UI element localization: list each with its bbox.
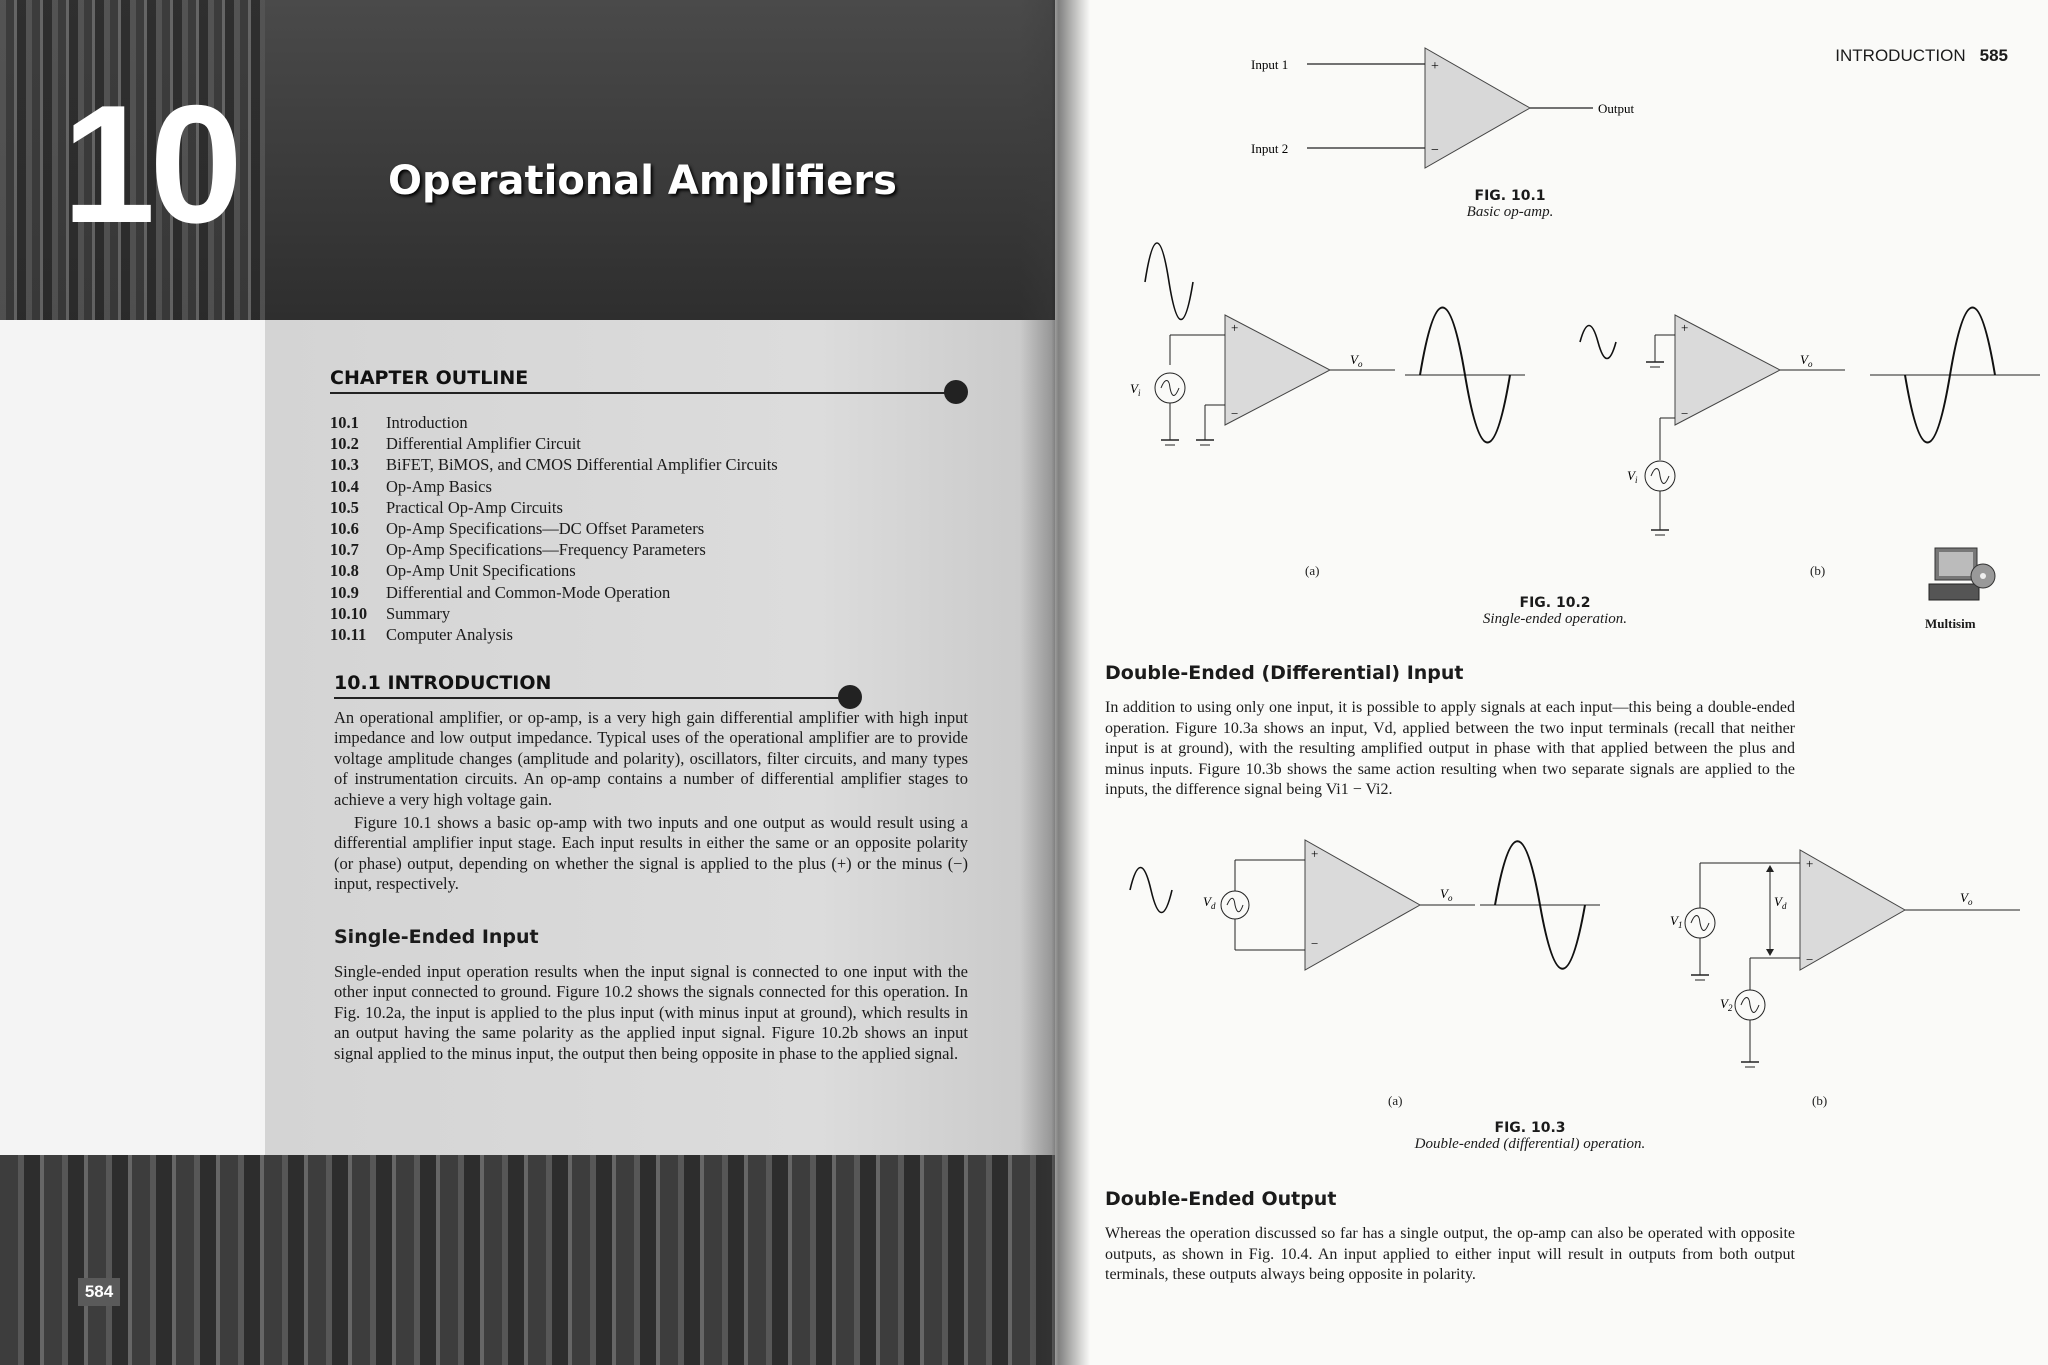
running-head (1835, 46, 2008, 66)
input-2-label: Input 2 (1251, 141, 1289, 156)
minus-sign: − (1431, 143, 1439, 158)
multisim-label: Multisim (1925, 616, 1976, 631)
double-input-paragraph: In addition to using only one input, it is possible to apply signals at each input—this being a double-ended operation. Figure 10.3a shows an input, Vd, applied between the two input terminals (recall that neither input is at ground), with the resulting amplified output in phase with that applied between the plus and minus inputs. Figure 10.3b shows the same action resulting when two separate signals are applied to the inputs, the difference signal being Vi1 − Vi2. (1105, 699, 1795, 798)
op-amp-3a (1305, 840, 1420, 970)
single-ended-heading: Single-Ended Input (334, 926, 539, 948)
fig-10-2b-label: (b) (1810, 563, 1826, 578)
outline-item (330, 582, 778, 603)
outline-item-title: Op-Amp Specifications—DC Offset Parameters (386, 519, 705, 539)
outline-rule (330, 392, 960, 394)
v1-label: $V_1$ (1670, 913, 1683, 930)
source-sine-v2 (1741, 998, 1759, 1013)
outline-item-title: BiFET, BiMOS, and CMOS Differential Amplifier Circuits (386, 455, 778, 475)
source-sine-a (1161, 381, 1179, 396)
chapter-number: 10 (62, 70, 237, 258)
circuit-board-photo-bottom (0, 1155, 1055, 1365)
page-number-right: 585 (1979, 46, 2008, 65)
outline-item (330, 603, 778, 624)
outline-item (330, 412, 778, 433)
fig-10-1-label: FIG. 10.1 (1474, 188, 1546, 204)
vo-label-3a: $V_o$ (1440, 886, 1453, 903)
outline-item (330, 539, 778, 560)
outline-item-number: 10.4 (330, 476, 359, 496)
plus-3b: + (1806, 856, 1814, 871)
minus-3a: − (1311, 936, 1319, 951)
vo-label-a: $V_o$ (1350, 352, 1363, 369)
vd-arrow-top (1766, 865, 1774, 872)
outline-item (330, 518, 778, 539)
outline-item-number: 10.6 (330, 519, 359, 539)
outline-item-number: 10.7 (330, 540, 359, 560)
section-rule-dot (838, 685, 862, 709)
fig-10-3b-diagram (1660, 840, 2040, 1080)
v2-label: $V_2$ (1720, 996, 1733, 1013)
fig-10-2a-label: (a) (1305, 563, 1320, 578)
fig-10-3-text: Double-ended (differential) operation. (1414, 1136, 1646, 1152)
outline-item (330, 454, 778, 475)
op-amp-a (1225, 315, 1330, 425)
output-sine-3a-plot (1475, 830, 1605, 990)
outline-heading: CHAPTER OUTLINE (330, 367, 529, 389)
outline-item (330, 560, 778, 581)
outline-item-title: Practical Op-Amp Circuits (386, 497, 563, 517)
outline-rule-dot (944, 380, 968, 404)
output-sine-b-plot (1865, 295, 2045, 455)
outline-item-title: Introduction (386, 413, 468, 432)
input-sine-3a (1130, 868, 1172, 913)
intro-paragraph-1: An operational amplifier, or op-amp, is a very high gain differential amplifier with high input impedance and low output impedance. Typical uses of the operational amplifier are to provide voltage amplitude changes (amplitude and polarity), oscillators, filter circuits, and many types of instrumentation circuits. An op-amp contains a number of differential amplifier stages to achieve a very high voltage gain. (334, 708, 968, 809)
multisim-icon (1927, 542, 1997, 612)
output-label: Output (1598, 101, 1635, 116)
outline-item-number: 10.11 (330, 625, 367, 645)
input-1-label: Input 1 (1251, 57, 1289, 72)
disc-hole (1980, 573, 1986, 579)
op-amp-3b (1800, 850, 1905, 970)
chapter-outline (330, 412, 778, 645)
plus-3a: + (1311, 846, 1319, 861)
keyboard-shape (1929, 584, 1979, 600)
screen-shape (1939, 552, 1973, 576)
plus-sign: + (1431, 59, 1439, 74)
fig-10-2a-diagram (1095, 240, 1415, 480)
outline-item-number: 10.5 (330, 497, 359, 517)
plus-b: + (1681, 320, 1689, 335)
fig-10-2b-diagram (1575, 300, 1855, 550)
vd-label: $V_d$ (1203, 894, 1216, 911)
double-output-heading: Double-Ended Output (1105, 1188, 1337, 1210)
book-spine-shadow (1020, 0, 1090, 1365)
fig-10-3b-label: (b) (1812, 1093, 1828, 1108)
outline-item (330, 624, 778, 645)
plus-a: + (1231, 320, 1239, 335)
outline-item-number: 10.10 (330, 603, 368, 623)
fig-10-2-label: FIG. 10.2 (1519, 595, 1591, 611)
intro-paragraph-2: Figure 10.1 shows a basic op-amp with two inputs and one output as would result using a differential amplifier input stage. Each input results in either the same or an opposite polarity (or phase) output, depending on whether the signal is applied to the plus (+) or the minus (−) input, respectively. (334, 813, 968, 894)
fig-10-1-caption (1440, 188, 1580, 221)
right-page (1055, 0, 2048, 1365)
outline-item (330, 433, 778, 454)
vd-label-3b: $V_d$ (1774, 894, 1787, 911)
vi-label-b: $V_i$ (1627, 468, 1638, 485)
minus-b: − (1681, 406, 1689, 421)
section-rule (334, 697, 854, 699)
double-input-heading: Double-Ended (Differential) Input (1105, 662, 1464, 684)
output-sine-a-plot (1400, 295, 1530, 455)
source-sine-v1 (1691, 916, 1709, 931)
outline-item-number: 10.8 (330, 561, 359, 581)
page-number-left: 584 (78, 1278, 120, 1306)
vo-label-b: $V_o$ (1800, 352, 1813, 369)
vd-arrow-bottom (1766, 949, 1774, 956)
single-ended-paragraph: Single-ended input operation results when the input signal is connected to one input with the other input connected to ground. Figure 10.2 shows the signals connected for this operation. In Fig. 10.2a, the input is applied to the plus input (with minus input at ground), which results in an output having the same polarity as the applied input signal. Figure 10.2b shows an input signal applied to the minus input, the output then being opposite in phase to the applied signal. (334, 962, 968, 1063)
double-output-paragraph: Whereas the operation discussed so far has a single output, the op-amp can also be operated with opposite outputs, as shown in Fig. 10.4. An input applied to either input will result in outputs from both output terminals, these outputs always being opposite in polarity. (1105, 1225, 1795, 1283)
fig-10-1-diagram (1245, 40, 1665, 180)
minus-a: − (1231, 406, 1239, 421)
op-amp-triangle (1425, 48, 1530, 168)
outline-item-title: Computer Analysis (386, 625, 513, 645)
fig-10-3-label: FIG. 10.3 (1494, 1120, 1566, 1136)
fig-10-2-text: Single-ended operation. (1482, 611, 1628, 627)
outline-item-title: Op-Amp Unit Specifications (386, 561, 576, 581)
outline-item-number: 10.9 (330, 582, 359, 602)
running-head-title: INTRODUCTION (1835, 46, 1966, 65)
outline-item-title: Differential Amplifier Circuit (386, 434, 581, 454)
outline-item (330, 476, 778, 497)
op-amp-b (1675, 315, 1780, 425)
minus-3b: − (1806, 952, 1814, 967)
vi-label-a: $V_i$ (1130, 381, 1141, 398)
outline-item-title: Op-Amp Specifications—Frequency Parameters (386, 540, 706, 560)
margin-block (0, 320, 265, 1155)
outline-item-number: 10.1 (330, 413, 359, 432)
input-sine-b (1580, 326, 1616, 359)
outline-item-title: Summary (386, 603, 451, 623)
outline-item-number: 10.3 (330, 455, 359, 475)
fig-10-3-caption (1385, 1120, 1675, 1153)
source-sine-vd (1227, 898, 1243, 912)
outline-item-number: 10.2 (330, 434, 359, 454)
source-sine-b (1651, 469, 1669, 484)
vo-label-3b: $V_o$ (1960, 890, 1973, 907)
fig-10-1-text: Basic op-amp. (1466, 204, 1554, 220)
chapter-title: Operational Amplifiers (388, 158, 897, 204)
fig-10-3a-label: (a) (1388, 1093, 1403, 1108)
outline-item-title: Op-Amp Basics (386, 476, 492, 496)
fig-10-2-caption (1435, 595, 1675, 628)
fig-10-3a-diagram (1125, 820, 1485, 980)
input-sine-a (1145, 243, 1193, 320)
outline-item (330, 497, 778, 518)
section-heading: 10.1 INTRODUCTION (334, 672, 552, 694)
outline-item-title: Differential and Common-Mode Operation (386, 582, 671, 602)
